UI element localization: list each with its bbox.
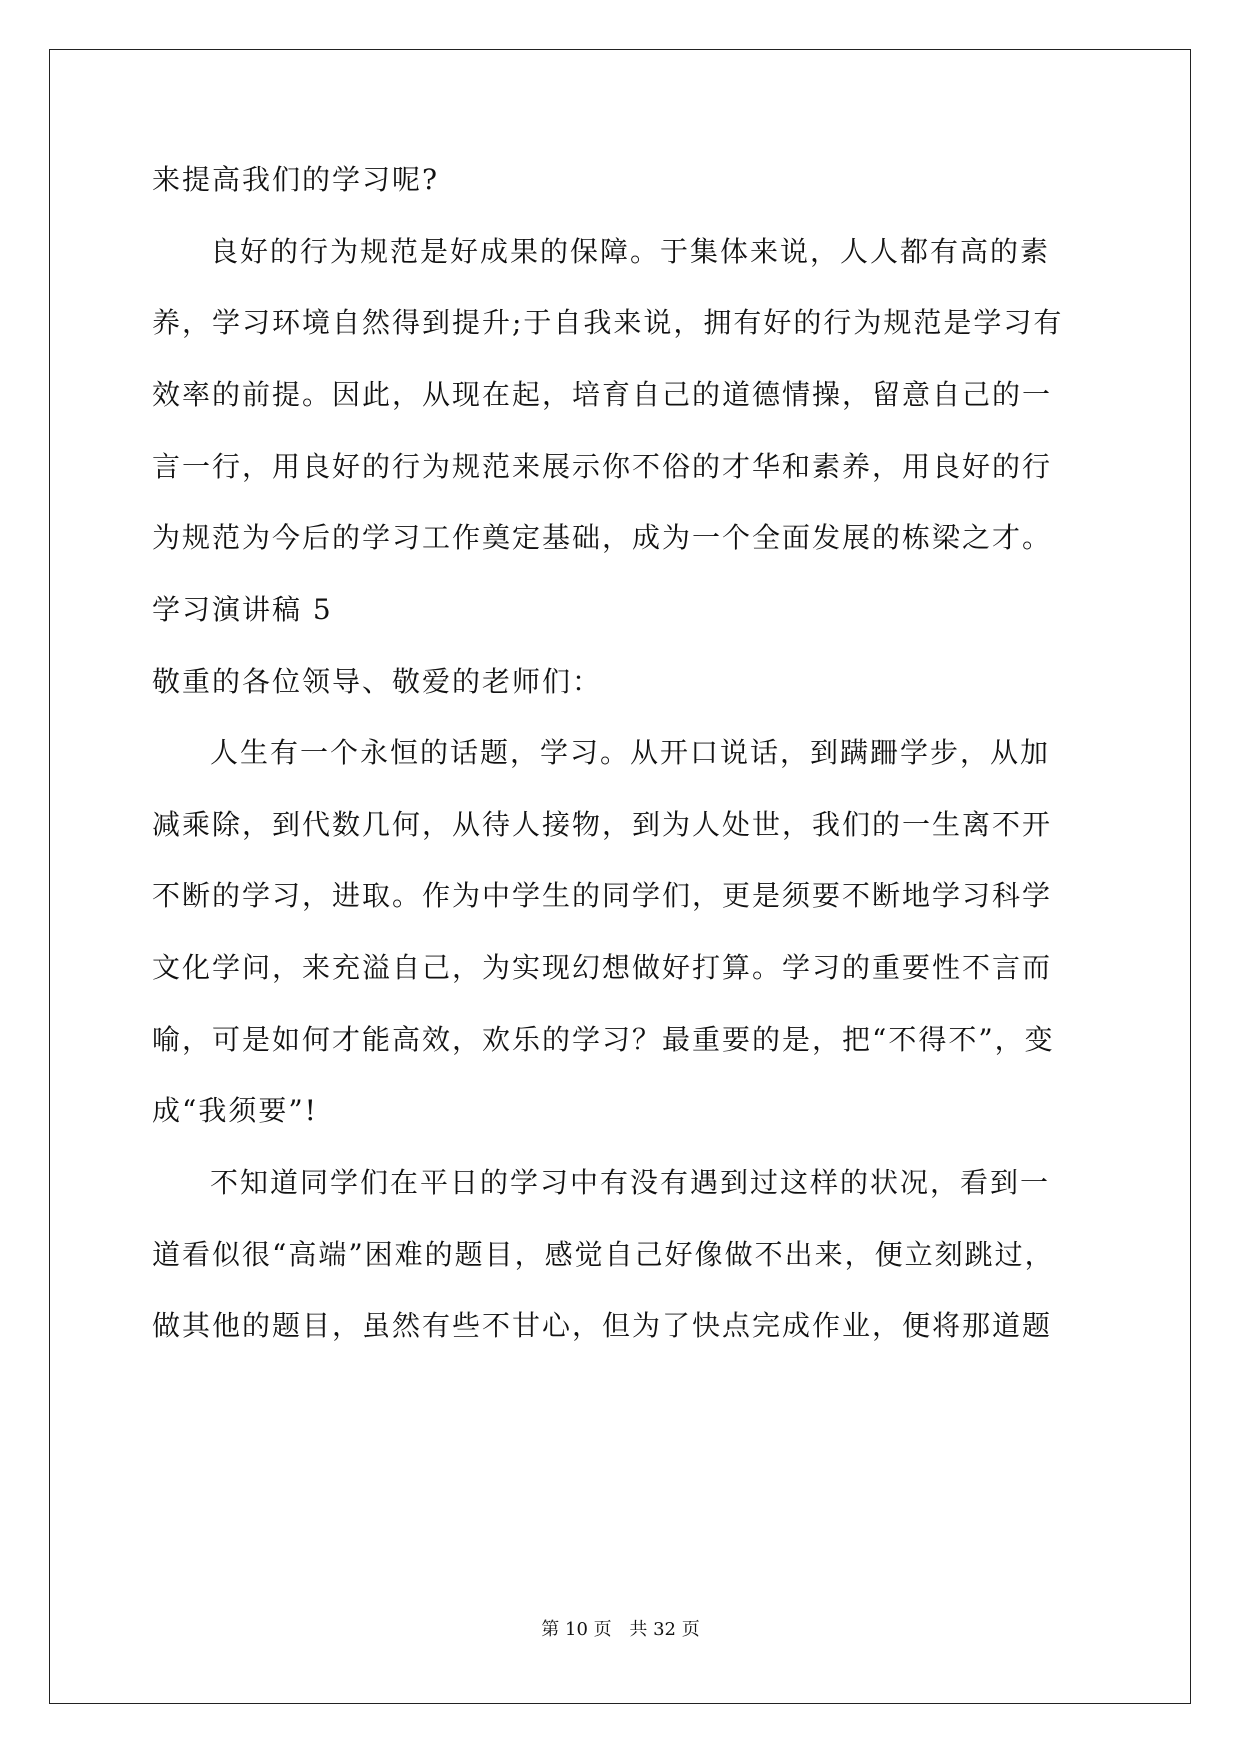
- section-heading: 学习演讲稿 5: [152, 593, 333, 626]
- text-line: 做其他的题目，虽然有些不甘心，但为了快点完成作业，便将那道题: [152, 1309, 1053, 1342]
- text-line: 减乘除，到代数几何，从待人接物，到为人处世，我们的一生离不开: [152, 808, 1053, 841]
- salutation: 敬重的各位领导、敬爱的老师们：: [152, 665, 603, 698]
- text-line: 成“我须要”!: [152, 1094, 318, 1127]
- paragraph-line: 不知道同学们在平日的学习中有没有遇到过这样的状况，看到一: [210, 1166, 1051, 1199]
- total-pages: 共 32 页: [629, 1619, 700, 1640]
- text-line: 喻，可是如何才能高效，欢乐的学习？最重要的是，把“不得不”，变: [152, 1023, 1055, 1056]
- text-line: 效率的前提。因此，从现在起，培育自己的道德情操，留意自己的一: [152, 378, 1053, 411]
- text-line: 文化学问，来充溢自己，为实现幻想做好打算。学习的重要性不言而: [152, 951, 1053, 984]
- text-line: 言一行，用良好的行为规范来展示你不俗的才华和素养，用良好的行: [152, 450, 1053, 483]
- text-line: 道看似很“高端”困难的题目，感觉自己好像做不出来，便立刻跳过，: [152, 1238, 1055, 1271]
- text-line: 不断的学习，进取。作为中学生的同学们，更是须要不断地学习科学: [152, 879, 1053, 912]
- text-line: 来提高我们的学习呢?: [152, 163, 440, 196]
- page-number: 第 10 页: [541, 1619, 612, 1640]
- text-line: 为规范为今后的学习工作奠定基础，成为一个全面发展的栋梁之才。: [152, 521, 1053, 554]
- page-footer: [0, 1618, 1241, 1642]
- paragraph-line: 人生有一个永恒的话题，学习。从开口说话，到蹒跚学步，从加: [210, 736, 1051, 769]
- paragraph-line: 良好的行为规范是好成果的保障。于集体来说，人人都有高的素: [210, 235, 1051, 268]
- text-line: 养，学习环境自然得到提升;于自我来说，拥有好的行为规范是学习有: [152, 306, 1064, 339]
